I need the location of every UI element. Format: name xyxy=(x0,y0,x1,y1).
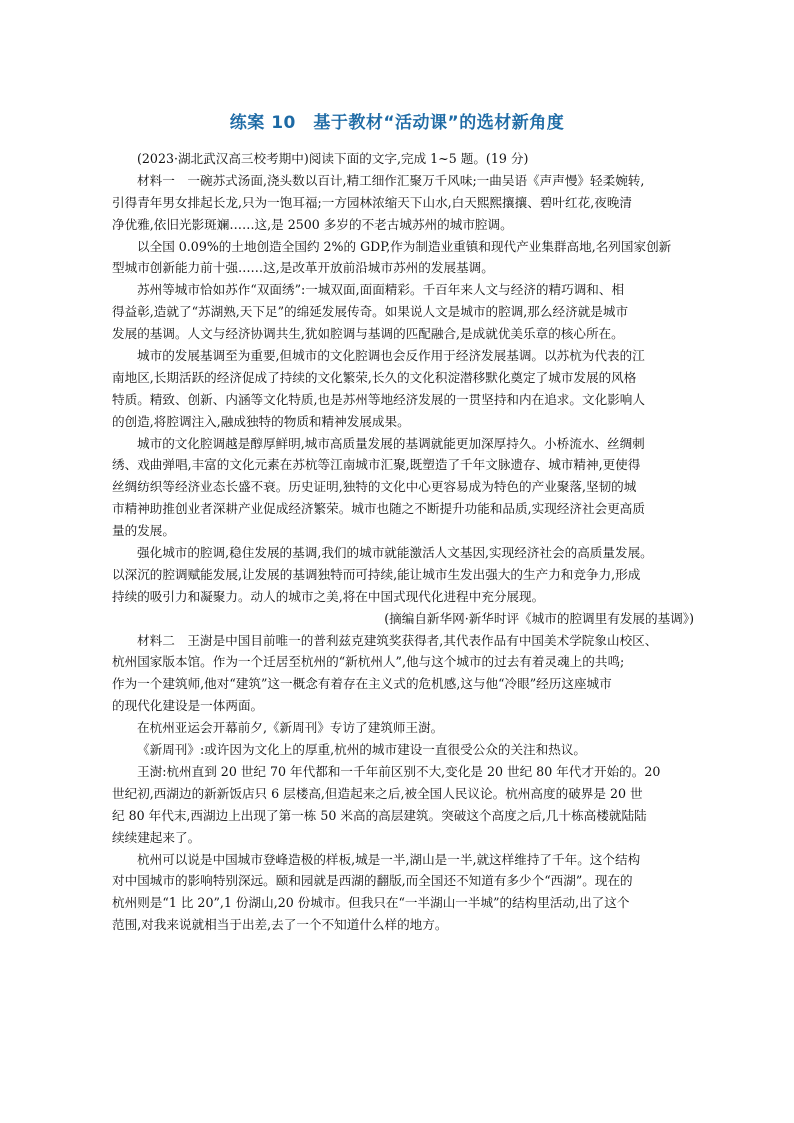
text-line: 杭州则是“1 比 20”,1 份湖山,20 份城市。但我只在“一半湖山一半城”的结构里活动,出了这个 xyxy=(112,895,630,911)
text-line: 《新周刊》:或许因为文化上的厚重,杭州的城市建设一直很受公众的关注和热议。 xyxy=(137,742,587,758)
text-line: 苏州等城市恰如苏作“双面绣”:一城双面,面面精彩。千百年来人文与经济的精巧调和、相 xyxy=(137,282,625,298)
text-line: 材料一 一碗苏式汤面,浇头数以百计,精工细作汇聚万千风味;一曲吴语《声声慢》轻柔婉转, xyxy=(137,172,645,188)
text-line: 量的发展。 xyxy=(112,523,175,539)
text-line: 材料二 王澍是中国目前唯一的普利兹克建筑奖获得者,其代表作品有中国美术学院象山校区、 xyxy=(137,632,658,648)
text-line: 引得青年男女排起长龙,只为一饱耳福;一方园林浓缩天下山水,白天熙熙攘攘、碧叶红花,夜晚清 xyxy=(112,194,633,210)
text-line: 对中国城市的影响特别深远。颐和园就是西湖的翻版,而全国还不知道有多少个“西湖”。现在的 xyxy=(112,873,633,889)
text-line: 持续的吸引力和凝聚力。动人的城市之美,将在中国式现代化进程中充分展现。 xyxy=(112,588,545,604)
text-line: 绣、戏曲弹唱,丰富的文化元素在苏杭等江南城市汇聚,既塑造了千年文脉遗存、城市精神,更使得 xyxy=(112,457,641,473)
text-line: 世纪初,西湖边的新新饭店只 6 层楼高,但造起来之后,被全国人民议论。杭州高度的破界是 20 世 xyxy=(112,785,643,801)
text-line: 特质。精致、创新、内涵等文化特质,也是苏州等地经济发展的一贯坚持和内在追求。文化影响人 xyxy=(112,391,645,407)
text-line: 发展的基调。人文与经济协调共生,犹如腔调与基调的匹配融合,是成就优美乐章的核心所在。 xyxy=(112,326,624,342)
text-line: 以全国 0.09%的土地创造全国约 2%的 GDP,作为制造业重镇和现代产业集群高地,名列国家创新 xyxy=(137,238,672,254)
text-line: 的现代化建设是一体两面。 xyxy=(112,698,264,714)
text-line: 城市的发展基调至为重要,但城市的文化腔调也会反作用于经济发展基调。以苏杭为代表的江 xyxy=(137,348,645,364)
text-line: 王澍:杭州直到 20 世纪 70 年代都和一千年前区别不大,变化是 20 世纪 80 年代才开始的。20 xyxy=(137,763,661,779)
text-line: 南地区,长期活跃的经济促成了持续的文化繁荣,长久的文化积淀潜移默化奠定了城市发展的风格 xyxy=(112,369,637,385)
source-citation: (摘编自新华网·新华时评《城市的腔调里有发展的基调》) xyxy=(384,610,694,626)
text-line: 以深沉的腔调赋能发展,让发展的基调独特而可持续,能让城市生发出强大的生产力和竞争力,形成 xyxy=(112,566,641,582)
text-line: 强化城市的腔调,稳住发展的基调,我们的城市就能激活人文基因,实现经济社会的高质量发展。 xyxy=(137,545,653,561)
text-line: 得益彰,造就了“苏湖熟,天下足”的绵延发展传奇。如果说人文是城市的腔调,那么经济就是城市 xyxy=(112,304,629,320)
text-line: 净优雅,依旧光影斑斓……这,是 2500 多岁的不老古城苏州的城市腔调。 xyxy=(112,216,513,232)
text-line: (2023·湖北武汉高三校考期中)阅读下面的文字,完成 1~5 题。(19 分) xyxy=(137,151,529,166)
text-line: 杭州可以说是中国城市登峰造极的样板,城是一半,湖山是一半,就这样维持了千年。这个结构 xyxy=(137,851,641,867)
text-line: 的创造,将腔调注入,融成独特的物质和精神发展成果。 xyxy=(112,413,410,429)
text-line: 杭州国家版本馆。作为一个迁居至杭州的“新杭州人”,他与这个城市的过去有着灵魂上的共鸣; xyxy=(112,654,625,670)
text-line: 纪 80 年代末,西湖边上出现了第一栋 50 米高的高层建筑。突破这个高度之后,几十栋高楼就陆陆 xyxy=(112,807,647,823)
text-line: 在杭州亚运会开幕前夕,《新周刊》专访了建筑师王澍。 xyxy=(137,720,444,736)
page-title: 练案 10 基于教材“活动课”的选材新角度 xyxy=(229,113,565,133)
text-line: 城市的文化腔调越是醇厚鲜明,城市高质量发展的基调就能更加深厚持久。小桥流水、丝绸刺 xyxy=(137,435,645,451)
text-line: 续续建起来了。 xyxy=(112,829,201,845)
text-line: 丝绸纺织等经济业态长盛不衰。历史证明,独特的文化中心更容易成为特色的产业聚落,坚韧的城 xyxy=(112,479,637,495)
text-line: 范围,对我来说就相当于出差,去了一个不知道什么样的地方。 xyxy=(112,917,448,933)
article-body xyxy=(112,148,694,936)
text-line: 作为一个建筑师,他对“建筑”这一概念有着存在主义式的危机感,这与他“冷眼”经历这座城市 xyxy=(112,676,612,692)
text-line: 型城市创新能力前十强……这,是改革开放前沿城市苏州的发展基调。 xyxy=(112,260,494,276)
text-line: 市精神助推创业者深耕产业促成经济繁荣。城市也随之不断提升功能和品质,实现经济社会更高质 xyxy=(112,501,645,517)
